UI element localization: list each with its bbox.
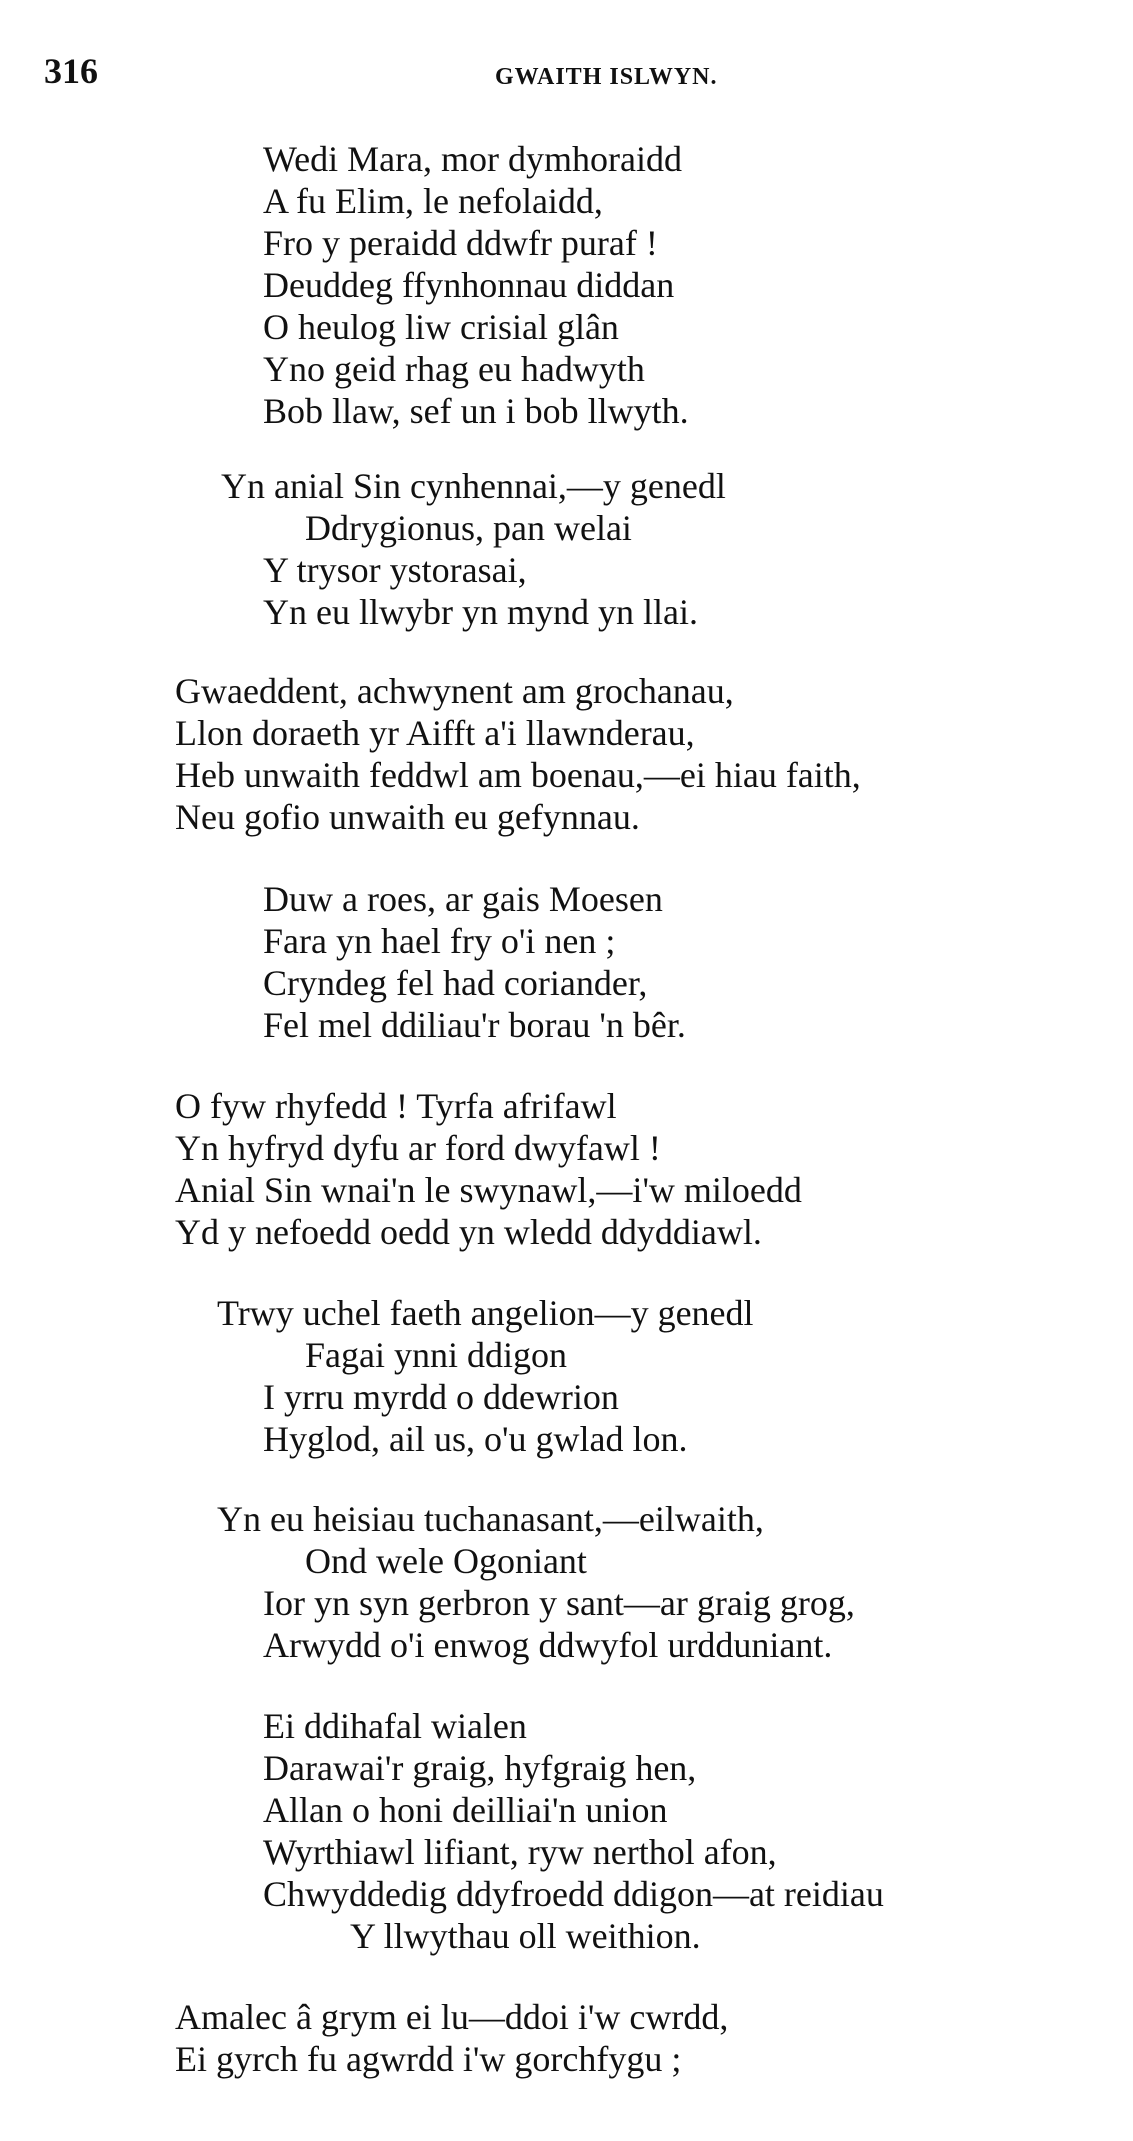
poem-line: I yrru myrdd o ddewrion (263, 1377, 619, 1417)
poem-line: Ond wele Ogoniant (305, 1541, 587, 1581)
poem-line: Trwy uchel faeth angelion—y genedl (217, 1293, 754, 1333)
poem-line: O heulog liw crisial glân (263, 307, 619, 347)
poem-line: Allan o honi deilliai'n union (263, 1790, 668, 1830)
poem-line: Hyglod, ail us, o'u gwlad lon. (263, 1419, 688, 1459)
poem-line: Heb unwaith feddwl am boenau,—ei hiau faith, (175, 755, 861, 795)
poem-line: Cryndeg fel had coriander, (263, 963, 648, 1003)
poem-line: Arwydd o'i enwog ddwyfol urdduniant. (263, 1625, 833, 1665)
poem-line: Duw a roes, ar gais Moesen (263, 879, 663, 919)
poem-line: Deuddeg ffynhonnau diddan (263, 265, 675, 305)
poem-line: Fel mel ddiliau'r borau 'n bêr. (263, 1005, 686, 1045)
poem-line: Chwyddedig ddyfroedd ddigon—at reidiau (263, 1874, 884, 1914)
poem-line: Yn anial Sin cynhennai,—y genedl (221, 466, 726, 506)
poem-line: Ior yn syn gerbron y sant—ar graig grog, (263, 1583, 855, 1623)
poem-line: Fara yn hael fry o'i nen ; (263, 921, 616, 961)
poem-line: Ei ddihafal wialen (263, 1706, 527, 1746)
poem-line: Wedi Mara, mor dymhoraidd (263, 139, 682, 179)
poem-line: Darawai'r graig, hyfgraig hen, (263, 1748, 697, 1788)
poem-line: Ddrygionus, pan welai (305, 508, 632, 548)
poem-line: Y trysor ystorasai, (263, 550, 527, 590)
poem-line: Yno geid rhag eu hadwyth (263, 349, 645, 389)
poem-line: Gwaeddent, achwynent am grochanau, (175, 671, 734, 711)
poem-line: Amalec â grym ei lu—ddoi i'w cwrdd, (175, 1997, 729, 2037)
poem-line: Yn eu heisiau tuchanasant,—eilwaith, (217, 1499, 764, 1539)
poem-line: Wyrthiawl lifiant, ryw nerthol afon, (263, 1832, 777, 1872)
poem-line: Yn eu llwybr yn mynd yn llai. (263, 592, 698, 632)
poem-line: Fagai ynni ddigon (305, 1335, 567, 1375)
poem-line: Anial Sin wnai'n le swynawl,—i'w miloedd (175, 1170, 802, 1210)
poem-line: Bob llaw, sef un i bob llwyth. (263, 391, 689, 431)
poem-line: A fu Elim, le nefolaidd, (263, 181, 603, 221)
poem-line: Y llwythau oll weithion. (350, 1916, 701, 1956)
poem-line: Yd y nefoedd oedd yn wledd ddyddiawl. (175, 1212, 762, 1252)
running-head: GWAITH ISLWYN. (495, 64, 718, 90)
page-number: 316 (44, 51, 98, 91)
poem-line: O fyw rhyfedd ! Tyrfa afrifawl (175, 1086, 617, 1126)
poem-line: Llon doraeth yr Aifft a'i llawnderau, (175, 713, 695, 753)
poem-line: Yn hyfryd dyfu ar ford dwyfawl ! (175, 1128, 661, 1168)
poem-line: Fro y peraidd ddwfr puraf ! (263, 223, 658, 263)
poem-line: Ei gyrch fu agwrdd i'w gorchfygu ; (175, 2039, 682, 2079)
poem-line: Neu gofio unwaith eu gefynnau. (175, 797, 640, 837)
